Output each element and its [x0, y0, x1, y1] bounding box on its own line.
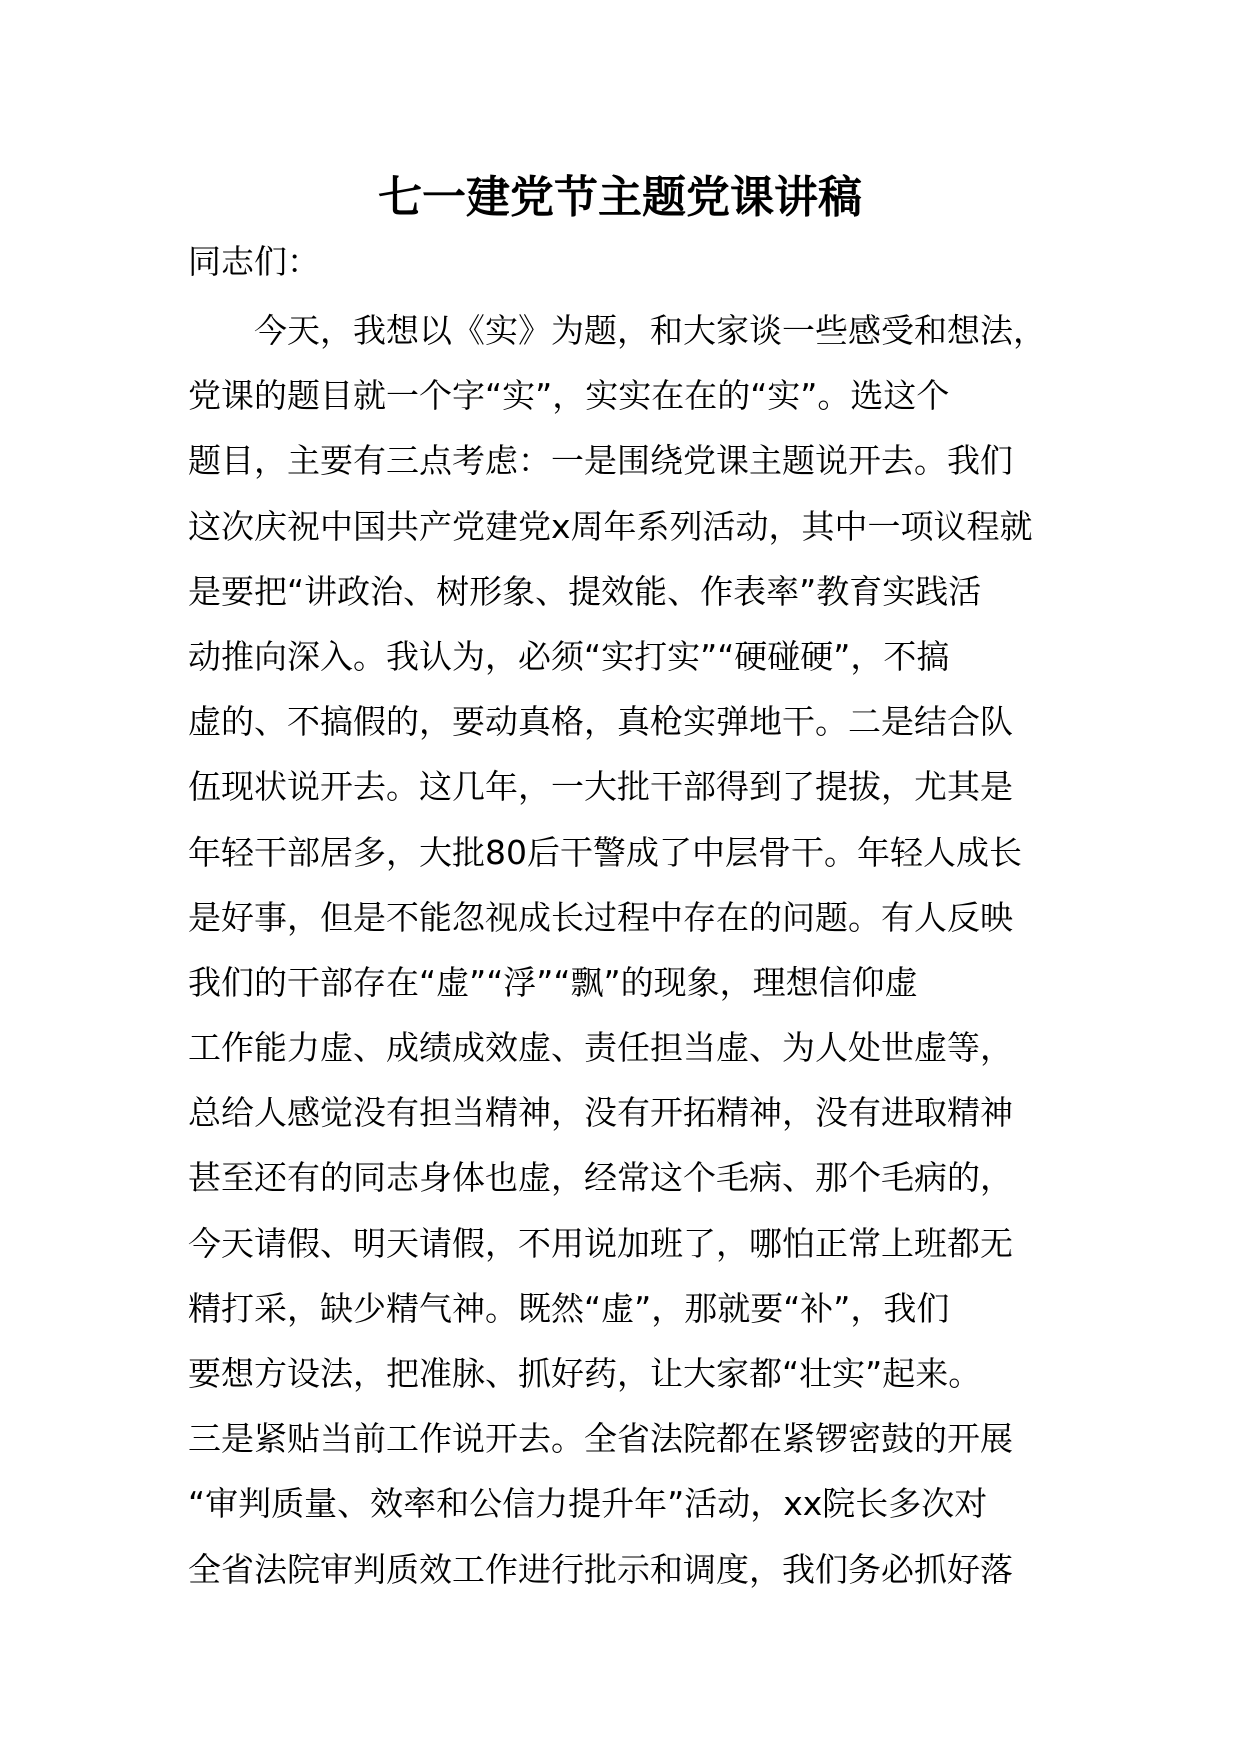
- text-line: 今天请假、明天请假，不用说加班了，哪怕正常上班都无: [188, 1223, 1013, 1263]
- salutation: 同志们：: [188, 242, 320, 281]
- text-line: 三是紧贴当前工作说开去。全省法院都在紧锣密鼓的开展: [188, 1419, 1013, 1459]
- text-line: 虚的、不搞假的，要动真格，真枪实弹地干。二是结合队: [188, 702, 1013, 742]
- text-line: 伍现状说开去。这几年，一大批干部得到了提拔，尤其是: [188, 767, 1013, 807]
- text-line: 题目，主要有三点考虑：一是围绕党课主题说开去。我们: [188, 441, 1013, 481]
- text-line: 甚至还有的同志身体也虚，经常这个毛病、那个毛病的，: [188, 1158, 1013, 1198]
- text-line: 今天，我想以《实》为题，和大家谈一些感受和想法，: [188, 311, 1046, 350]
- text-line: 是好事，但是不能忽视成长过程中存在的问题。有人反映: [188, 897, 1013, 937]
- text-line: 要想方设法，把准脉、抓好药，让大家都“壮实”起来。: [188, 1354, 982, 1393]
- text-line: 我们的干部存在“虚”“浮”“飘”的现象，理想信仰虚: [188, 962, 918, 1002]
- text-line: “审判质量、效率和公信力提升年”活动，xx院长多次对: [188, 1484, 988, 1524]
- text-line: 是要把“讲政治、树形象、提效能、作表率”教育实践活: [188, 571, 982, 611]
- text-line: 动推向深入。我认为，必须“实打实”“硬碰硬”，不搞: [188, 636, 950, 676]
- text-line: 党课的题目就一个字“实”，实实在在的“实”。选这个: [188, 376, 950, 416]
- text-line: 全省法院审判质效工作进行批示和调度，我们务必抓好落: [188, 1549, 1013, 1589]
- text-line: 年轻干部居多，大批80后干警成了中层骨干。年轻人成长: [188, 832, 1022, 872]
- text-line: 总给人感觉没有担当精神，没有开拓精神，没有进取精神: [188, 1093, 1013, 1133]
- body-text: [188, 298, 1088, 1602]
- text-line: 这次庆祝中国共产党建党x周年系列活动，其中一项议程就: [188, 506, 1033, 546]
- text-line: 精打采，缺少精气神。既然“虚”，那就要“补”，我们: [188, 1288, 950, 1328]
- document-title: 七一建党节主题党课讲稿: [378, 172, 862, 223]
- text-line: 工作能力虚、成绩成效虚、责任担当虚、为人处世虚等，: [188, 1028, 1013, 1068]
